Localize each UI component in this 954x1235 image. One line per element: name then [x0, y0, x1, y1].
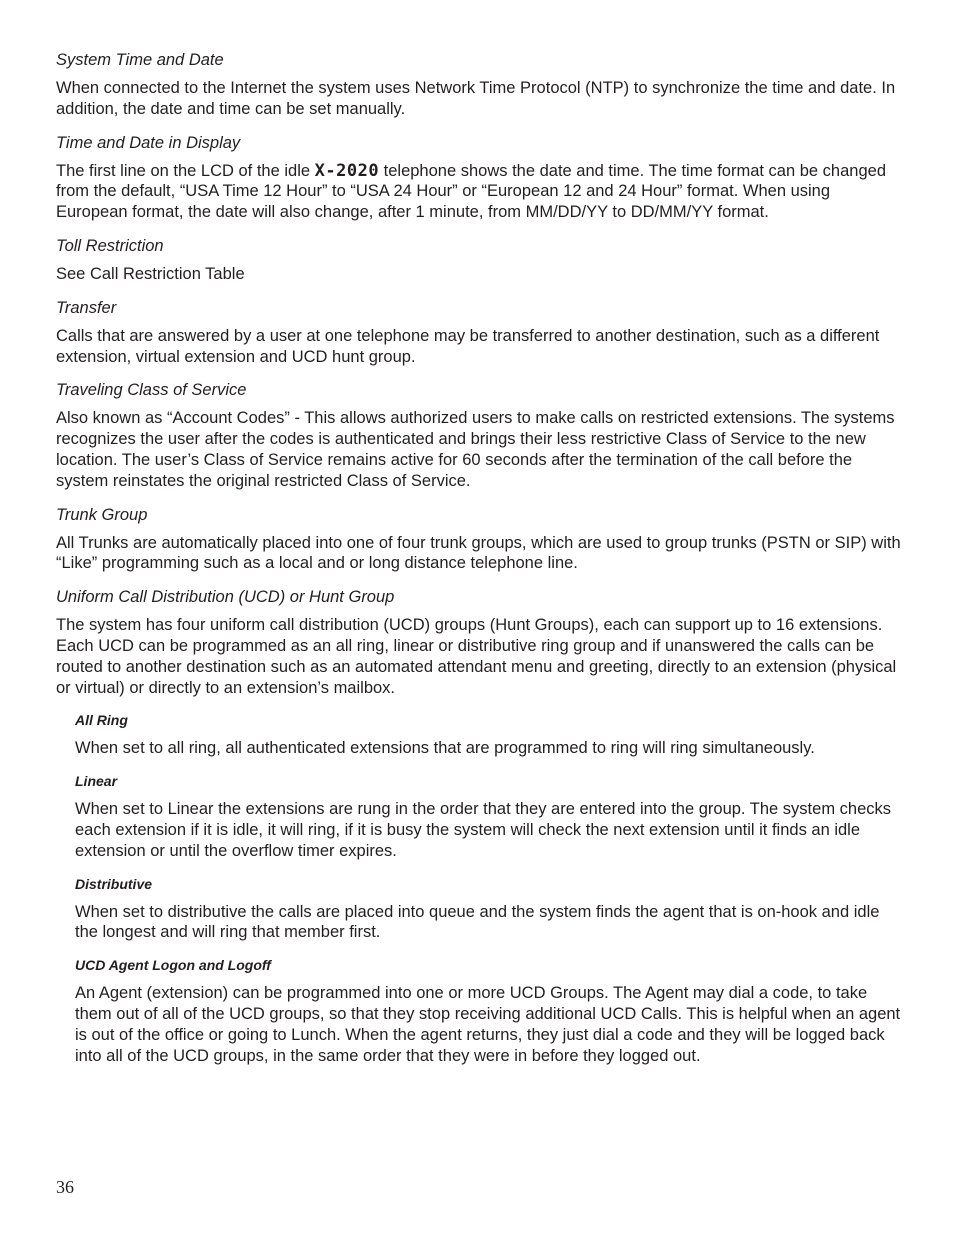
section-body-transfer: Calls that are answered by a user at one telephone may be transferred to another destination, such as a different extension, virtual extension and UCD hunt group.	[56, 326, 880, 366]
section-heading-transfer: Transfer	[56, 298, 117, 317]
section-heading-traveling-cos: Traveling Class of Service	[56, 381, 247, 400]
subsection-body-all-ring: When set to all ring, all authenticated extensions that are programmed to ring will ring simultaneously.	[75, 739, 815, 758]
section-heading-toll-restriction: Toll Restriction	[56, 236, 164, 255]
subsection-heading-linear: Linear	[75, 773, 118, 790]
page-content	[56, 50, 902, 1079]
body-text-before-model: The first line on the LCD of the idle	[56, 161, 315, 180]
subsection-body-linear: When set to Linear the extensions are rung in the order that they are entered into the group. The system checks each extension if it is idle, it will ring, if it is busy the system will check the next extension until it finds an idle extension or until the overflow timer expires.	[75, 800, 892, 860]
section-body-toll-restriction: See Call Restriction Table	[56, 264, 245, 283]
section-heading-trunk-group: Trunk Group	[56, 505, 148, 524]
section-body-ucd: The system has four uniform call distribution (UCD) groups (Hunt Groups), each can support up to 16 extensions. Each UCD can be programmed as an all ring, linear or distributive ring group and if unanswered the calls can be routed to another destination such as an automated attendant menu and greeting, directly to an extension (physical or virtual) or directly to an extension’s mailbox.	[56, 616, 897, 697]
section-heading-system-time: System Time and Date	[56, 51, 224, 69]
section-body-system-time: When connected to the Internet the system uses Network Time Protocol (NTP) to synchronize the time and date. In addition, the date and time can be set manually.	[56, 79, 896, 118]
subsection-heading-distributive: Distributive	[75, 875, 153, 892]
subsection-body-distributive: When set to distributive the calls are placed into queue and the system finds the agent that is on-hook and idle the longest and will ring that member first.	[75, 902, 880, 942]
body-text-after-model: telephone shows the date and time. The time format can be changed from the default, “USA Time 12 Hour” to “USA 24 Hour” or “European 12 and 24 Hour” format. When using European format, the date will also change, after 1 minute, from MM/DD/YY to DD/MM/YY format.	[56, 161, 886, 222]
subsection-body-agent-logon: An Agent (extension) can be programmed into one or more UCD Groups. The Agent may dial a code, to take them out of all of the UCD groups, so that they stop receiving additional UCD Calls. This is helpful when an agent is out of the office or going to Lunch. When the agent returns, they just dial a code and they will be logged back into all of the UCD groups, in the same order that they were in before they logged out.	[75, 984, 901, 1065]
subsection-heading-all-ring: All Ring	[75, 712, 128, 729]
subsection-heading-agent-logon: UCD Agent Logon and Logoff	[75, 957, 271, 974]
section-heading-time-display: Time and Date in Display	[56, 133, 241, 152]
section-heading-ucd: Uniform Call Distribution (UCD) or Hunt Group	[56, 588, 395, 607]
section-body-time-display	[56, 161, 902, 223]
page-number: 36	[56, 1177, 74, 1197]
phone-model-name: X-2020	[314, 160, 380, 181]
section-body-trunk-group: All Trunks are automatically placed into one of four trunk groups, which are used to group trunks (PSTN or SIP) with “Like” programming such as a local and or long distance telephone line.	[56, 533, 901, 573]
section-body-traveling-cos: Also known as “Account Codes” - This allows authorized users to make calls on restricted extensions. The systems recognizes the user after the codes is authenticated and brings their less restrictive Class of Service to the new location. The user’s Class of Service remains active for 60 seconds after the termination of the call before the system reinstates the original restricted Class of Service.	[56, 409, 895, 490]
